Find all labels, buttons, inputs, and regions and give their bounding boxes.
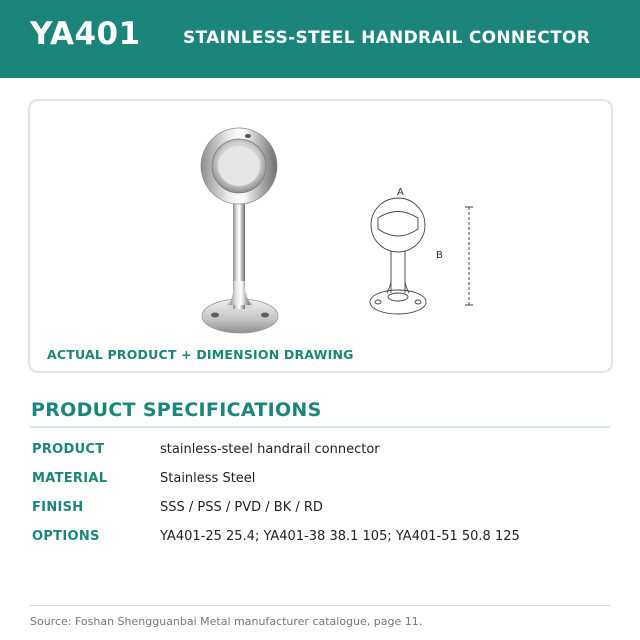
model-number: YA401 (30, 16, 141, 52)
spec-row-finish (32, 500, 612, 522)
spec-value: YA401-25 25.4; YA401-38 38.1 105; YA401-51 50.8 125 (160, 529, 520, 544)
spec-value: SSS / PSS / PVD / BK / RD (160, 500, 323, 515)
source-note: Source: Foshan Shengguanbai Metal manufacturer catalogue, page 11. (30, 615, 423, 628)
specifications-heading: PRODUCT SPECIFICATIONS (31, 399, 322, 421)
footer-divider (30, 605, 610, 606)
spec-value: Stainless Steel (160, 471, 256, 486)
spec-row-product (32, 442, 612, 464)
heading-divider (30, 426, 610, 428)
page-header (0, 0, 640, 78)
spec-row-material (32, 471, 612, 493)
product-title: STAINLESS-STEEL HANDRAIL CONNECTOR (183, 28, 591, 48)
product-image-card (28, 99, 613, 373)
spec-value: stainless-steel handrail connector (160, 442, 380, 457)
spec-key: FINISH (32, 500, 84, 515)
dimension-label-a: A (397, 187, 404, 198)
spec-key: PRODUCT (32, 442, 105, 457)
dimension-label-b: B (436, 250, 443, 261)
handrail-connector-photo-icon (195, 121, 285, 341)
spec-row-options (32, 529, 612, 551)
spec-key: MATERIAL (32, 471, 108, 486)
spec-key: OPTIONS (32, 529, 100, 544)
dimension-drawing-icon (365, 185, 485, 325)
image-caption: ACTUAL PRODUCT + DIMENSION DRAWING (47, 347, 354, 362)
